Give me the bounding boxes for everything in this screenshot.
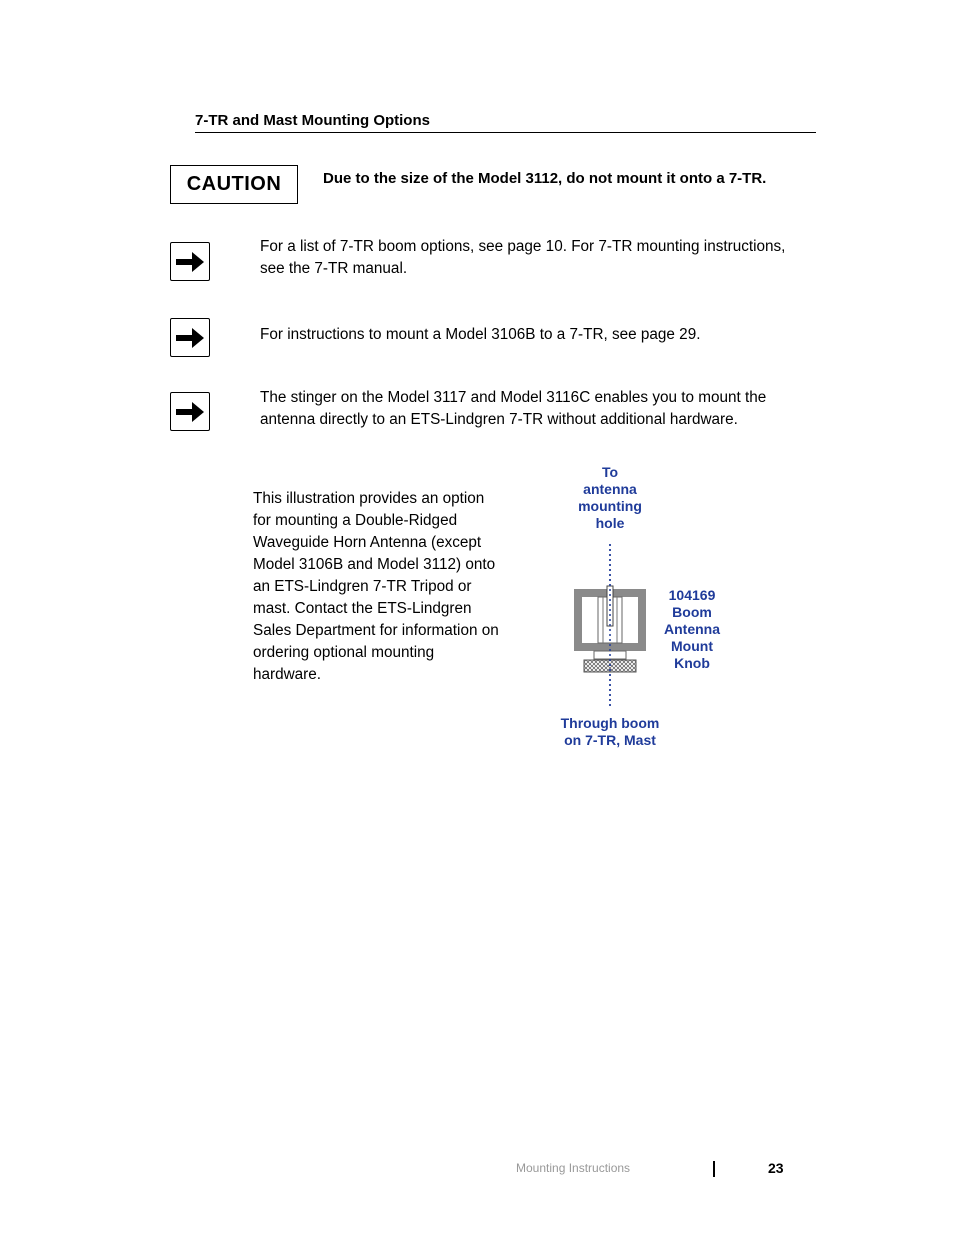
illustration-line: Sales Department for information on (253, 622, 499, 639)
illustration-line: mast. Contact the ETS-Lindgren (253, 600, 472, 617)
diagram-label-line: on 7-TR, Mast (564, 732, 656, 748)
footer-section-title: Mounting Instructions (516, 1161, 631, 1175)
page-number: 23 (768, 1160, 784, 1176)
illustration-line: This illustration provides an option (253, 490, 485, 507)
note-2 (260, 324, 820, 346)
diagram-label-line: Boom (672, 604, 712, 620)
header-rule (195, 132, 816, 133)
illustration-line: Model 3106B and Model 3112) onto (253, 556, 496, 573)
caution-text: Due to the size of the Model 3112, do not mount it onto a 7-TR. (323, 170, 767, 187)
footer-divider (713, 1161, 715, 1177)
arrow-right-icon (170, 242, 210, 281)
diagram-label-line: antenna (583, 481, 637, 497)
caution-badge: CAUTION (170, 165, 298, 204)
note-1-line-1: For a list of 7-TR boom options, see page 10. For 7-TR mounting instructions, (260, 238, 786, 255)
note-1 (260, 236, 820, 280)
diagram-label-line: To (601, 464, 619, 480)
diagram-label-line: mounting (578, 498, 642, 514)
boom-mount-diagram (570, 540, 650, 710)
illustration-line: Waveguide Horn Antenna (except (253, 534, 482, 551)
diagram-label-line: hole (595, 515, 625, 531)
section-title: 7-TR and Mast Mounting Options (195, 112, 430, 129)
diagram-label-line: Antenna (664, 621, 720, 637)
diagram-top-label (560, 464, 660, 532)
illustration-line: ordering optional mounting (253, 644, 435, 661)
arrow-right-icon (170, 318, 210, 357)
note-3 (260, 387, 820, 431)
diagram-label-line: Mount (671, 638, 713, 654)
diagram-side-label (652, 587, 732, 672)
illustration-line: for mounting a Double-Ridged (253, 512, 458, 529)
note-3-line-1: The stinger on the Model 3117 and Model 3116C enables you to mount the (260, 389, 767, 406)
illustration-description (253, 488, 515, 686)
illustration-line: hardware. (253, 666, 322, 683)
note-2-line-1: For instructions to mount a Model 3106B to a 7-TR, see page 29. (260, 326, 701, 343)
diagram-label-line: Through boom (560, 715, 660, 731)
note-3-line-2: antenna directly to an ETS-Lindgren 7-TR without additional hardware. (260, 411, 738, 428)
diagram-label-line: Knob (674, 655, 710, 671)
note-1-line-2: see the 7-TR manual. (260, 260, 408, 277)
illustration-line: an ETS-Lindgren 7-TR Tripod or (253, 578, 472, 595)
diagram-label-line: 104169 (668, 587, 716, 603)
arrow-right-icon (170, 392, 210, 431)
diagram-bottom-label (545, 715, 675, 749)
